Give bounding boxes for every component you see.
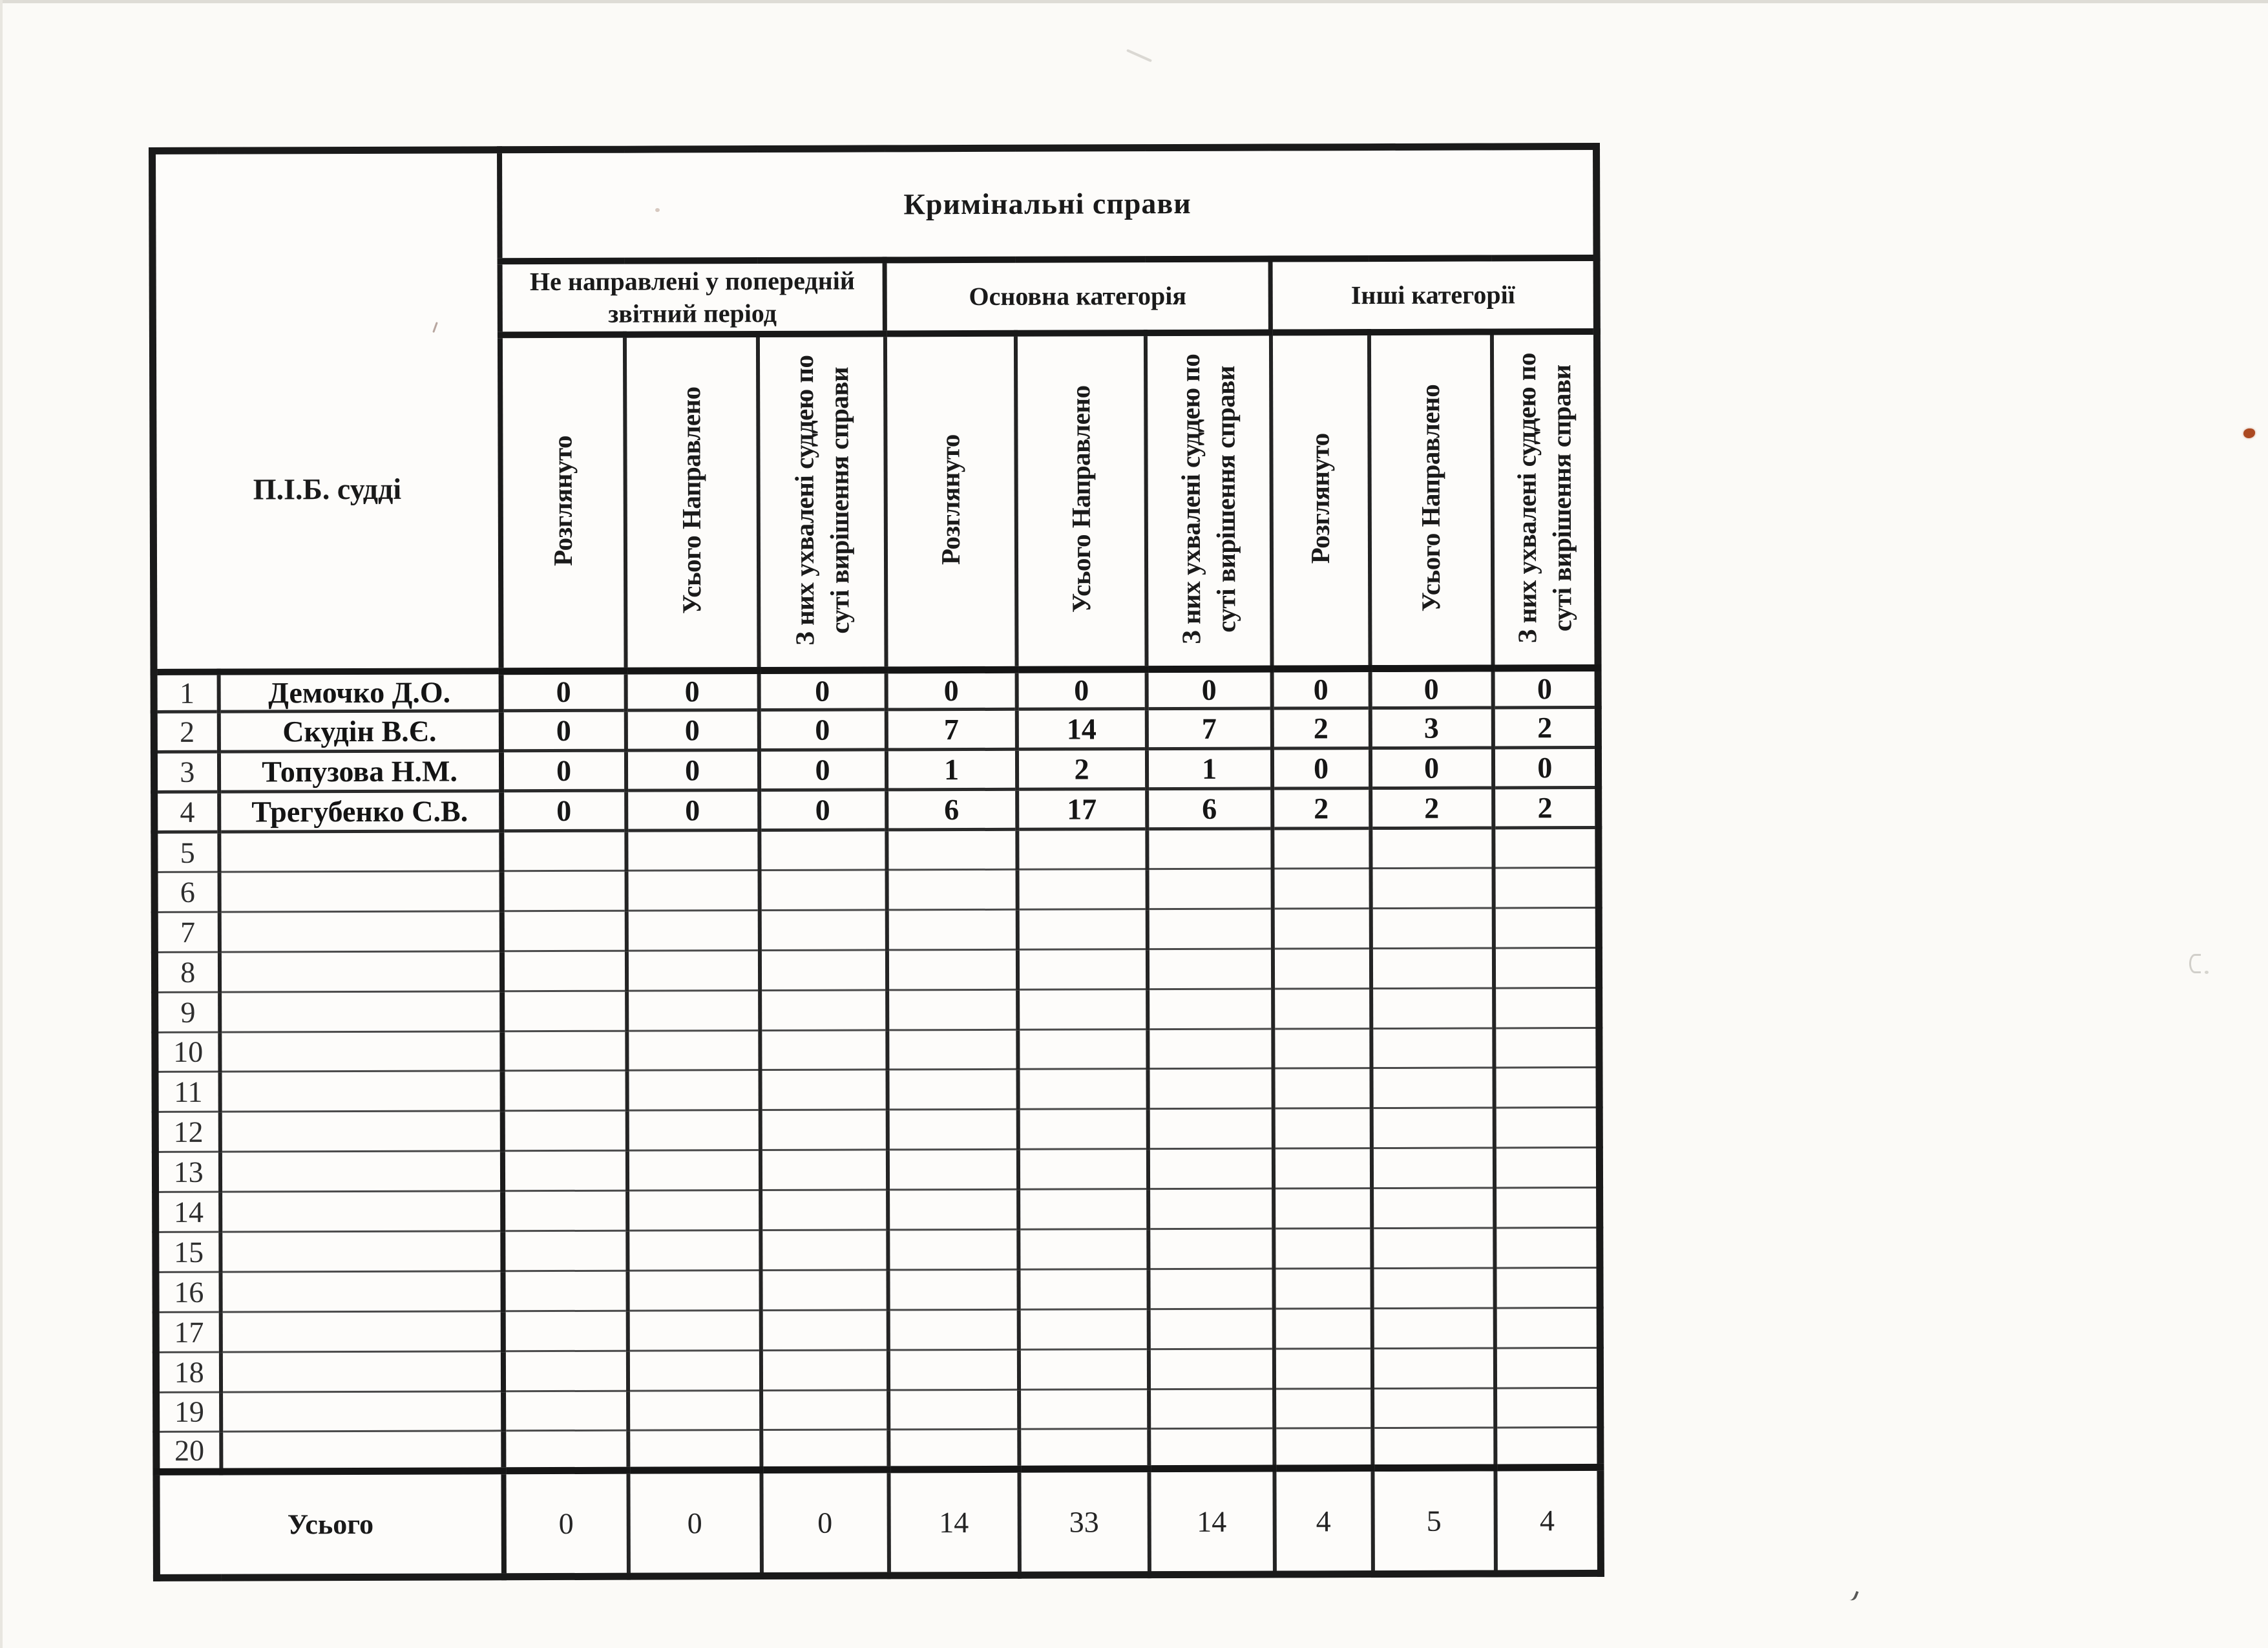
value-cell	[628, 1430, 761, 1471]
row-number: 19	[156, 1392, 221, 1432]
total-value: 0	[503, 1470, 629, 1577]
value-cell	[1017, 949, 1147, 989]
value-cell	[1372, 1268, 1495, 1308]
value-cell: 0	[501, 790, 626, 830]
value-cell: 0	[759, 710, 886, 750]
value-cell	[1017, 829, 1147, 870]
row-number: 1	[154, 672, 218, 712]
judge-name	[219, 911, 501, 952]
table-row	[156, 1428, 1601, 1472]
row-number: 11	[155, 1072, 220, 1112]
judge-name: Топузова Н.М.	[218, 751, 501, 792]
value-cell: 17	[1017, 789, 1147, 830]
value-cell	[1273, 1148, 1371, 1188]
value-cell	[1018, 1029, 1148, 1070]
value-cell	[1495, 1227, 1600, 1267]
value-cell: 2	[1272, 788, 1370, 829]
value-cell	[1274, 1188, 1372, 1229]
value-cell	[626, 950, 759, 991]
value-cell: 0	[1272, 748, 1370, 788]
pib-header: П.І.Б. судді	[152, 150, 501, 672]
row-number: 2	[154, 712, 218, 752]
value-cell	[888, 1430, 1019, 1470]
value-cell	[1493, 867, 1599, 907]
table-row	[155, 1068, 1599, 1112]
value-cell	[627, 1231, 761, 1271]
judge-name: Скудін В.Є.	[218, 711, 501, 752]
value-cell	[1273, 1108, 1371, 1148]
value-cell	[1018, 1149, 1148, 1190]
value-cell	[1018, 1309, 1148, 1349]
col-header-label: Усього Направлено	[1415, 384, 1446, 612]
value-cell: 0	[501, 711, 625, 751]
group-header-not-sent: Не направлені у попередній звітний період	[499, 260, 885, 335]
value-cell: 0	[625, 710, 759, 751]
value-cell	[1371, 1108, 1494, 1148]
value-cell	[501, 911, 626, 951]
judge-name	[220, 1351, 503, 1391]
judge-name	[219, 951, 501, 992]
table-row	[155, 1108, 1599, 1152]
col-header-decided-1	[757, 333, 886, 670]
value-cell: 0	[626, 790, 759, 831]
value-cell: 6	[1147, 788, 1272, 829]
value-cell: 0	[1146, 669, 1272, 709]
judge-name	[221, 1431, 503, 1472]
value-cell	[501, 871, 626, 911]
judge-name	[220, 1191, 503, 1232]
value-cell	[503, 1351, 627, 1391]
value-cell	[1495, 1188, 1600, 1228]
court-cases-table	[149, 143, 1604, 1581]
value-cell	[1494, 1068, 1599, 1108]
value-cell: 0	[886, 670, 1016, 710]
value-cell	[1372, 1348, 1495, 1388]
row-number: 9	[155, 992, 220, 1032]
value-cell	[1148, 1269, 1274, 1309]
value-cell	[887, 1110, 1018, 1150]
value-cell: 0	[1493, 748, 1598, 788]
table-row	[154, 748, 1598, 792]
value-cell: 2	[1272, 708, 1370, 748]
scan-artifact-comma	[1846, 1589, 1858, 1602]
row-number: 10	[155, 1032, 220, 1072]
value-cell	[1370, 828, 1493, 868]
value-cell	[1018, 1069, 1148, 1110]
value-cell: 14	[1016, 709, 1146, 750]
value-cell	[503, 1431, 628, 1471]
value-cell	[1148, 1068, 1273, 1108]
value-cell: 0	[759, 790, 887, 830]
row-number: 15	[156, 1232, 220, 1272]
value-cell	[887, 989, 1018, 1030]
value-cell	[1371, 1148, 1494, 1188]
value-cell	[503, 1271, 627, 1311]
row-number: 12	[155, 1112, 220, 1152]
value-cell	[888, 1349, 1018, 1390]
value-cell: 1	[886, 750, 1016, 790]
judge-name	[220, 1151, 502, 1192]
table-row	[154, 828, 1599, 872]
value-cell: 0	[625, 750, 759, 791]
scan-artifact-squiggle	[2189, 954, 2201, 973]
value-cell	[1018, 989, 1148, 1030]
value-cell: 2	[1493, 788, 1599, 828]
value-cell	[626, 870, 759, 911]
judge-name: Демочко Д.О.	[218, 671, 501, 712]
value-cell	[759, 870, 887, 911]
value-cell	[627, 1070, 760, 1111]
row-number: 3	[154, 752, 218, 792]
totals-label: Усього	[156, 1471, 504, 1578]
total-value: 5	[1372, 1468, 1496, 1574]
col-header-reviewed-2	[885, 333, 1016, 670]
value-cell	[887, 949, 1017, 990]
value-cell: 0	[1370, 748, 1493, 788]
value-cell	[1149, 1428, 1274, 1468]
table-row	[154, 867, 1599, 912]
value-cell: 2	[1016, 749, 1146, 790]
value-cell	[1372, 1228, 1495, 1268]
value-cell	[1371, 988, 1494, 1028]
value-cell	[1495, 1267, 1600, 1307]
value-cell	[1494, 1148, 1599, 1188]
value-cell	[1273, 1028, 1371, 1068]
value-cell	[888, 1189, 1018, 1230]
row-number: 7	[154, 912, 219, 952]
value-cell: 0	[501, 671, 625, 711]
value-cell	[888, 1269, 1018, 1310]
judge-name	[220, 1271, 503, 1312]
judge-name	[220, 1311, 503, 1352]
value-cell	[1019, 1429, 1149, 1470]
value-cell	[887, 1030, 1018, 1070]
value-cell	[1493, 947, 1599, 988]
table-row	[156, 1188, 1600, 1232]
value-cell	[1148, 1309, 1274, 1349]
value-cell	[761, 1230, 888, 1271]
value-cell	[1149, 1389, 1274, 1429]
value-cell	[1273, 1068, 1371, 1108]
row-number: 13	[155, 1152, 220, 1192]
table-row	[154, 788, 1599, 832]
col-header-label: Розглянуто	[935, 434, 966, 565]
table-header	[152, 146, 1599, 672]
value-cell	[761, 1270, 888, 1311]
value-cell	[887, 1149, 1018, 1190]
total-value: 14	[1149, 1468, 1275, 1575]
value-cell: 7	[1146, 708, 1272, 748]
value-cell	[1372, 1428, 1495, 1468]
value-cell	[501, 951, 626, 991]
row-number: 16	[156, 1272, 220, 1312]
scan-artifact-smudge	[1126, 49, 1152, 63]
table-row	[154, 708, 1598, 752]
value-cell	[1019, 1389, 1149, 1430]
table-footer	[156, 1468, 1601, 1578]
col-header-label: Усього Направлено	[1066, 385, 1097, 613]
value-cell	[1274, 1348, 1372, 1388]
value-cell	[1372, 1388, 1495, 1428]
table-row	[154, 907, 1599, 952]
value-cell	[1494, 1108, 1599, 1148]
value-cell	[887, 1070, 1018, 1110]
value-cell	[1274, 1428, 1372, 1468]
judge-name	[219, 831, 501, 872]
col-header-label: Розглянуто	[547, 435, 578, 567]
value-cell	[627, 1110, 760, 1151]
value-cell	[627, 1350, 761, 1391]
value-cell	[627, 1310, 761, 1351]
value-cell: 7	[886, 710, 1016, 750]
value-cell	[1148, 1108, 1273, 1148]
value-cell	[761, 1389, 888, 1430]
value-cell	[1274, 1229, 1372, 1269]
value-cell	[887, 869, 1017, 910]
value-cell: 0	[1493, 668, 1598, 708]
value-cell	[1147, 869, 1272, 909]
value-cell	[760, 990, 887, 1031]
table-row	[156, 1227, 1600, 1272]
value-cell	[760, 1030, 887, 1070]
value-cell	[503, 1391, 628, 1431]
value-cell	[1272, 829, 1370, 869]
row-number: 14	[156, 1192, 220, 1232]
value-cell: 6	[887, 789, 1017, 830]
value-cell	[887, 829, 1017, 870]
value-cell	[626, 910, 759, 951]
col-header-label: З них ухвалені суддею по суті вирішення справи	[788, 355, 855, 646]
value-cell	[1494, 1028, 1599, 1068]
value-cell	[760, 1150, 887, 1190]
col-header-decided-2	[1145, 332, 1272, 669]
value-cell	[1494, 988, 1599, 1028]
value-cell	[1017, 909, 1147, 949]
judge-name	[220, 991, 502, 1031]
value-cell	[1370, 948, 1493, 988]
table-wrapper	[149, 143, 1604, 1581]
value-cell: 0	[501, 750, 625, 790]
row-number: 8	[154, 952, 219, 992]
value-cell	[501, 830, 626, 871]
judge-name	[220, 1071, 502, 1112]
row-number: 5	[154, 832, 219, 872]
table-row	[156, 1388, 1601, 1432]
total-value: 4	[1274, 1468, 1373, 1574]
table-row	[156, 1267, 1600, 1312]
value-cell	[1370, 868, 1493, 908]
value-cell: 2	[1370, 788, 1493, 828]
col-header-label: З них ухвалені суддею по суті вирішення справи	[1511, 352, 1577, 644]
value-cell	[1272, 948, 1370, 988]
value-cell	[502, 1150, 627, 1190]
value-cell	[1273, 988, 1371, 1028]
value-cell: 0	[1016, 669, 1146, 710]
group-header-main-category: Основна категорія	[885, 259, 1270, 333]
value-cell	[1495, 1388, 1601, 1428]
row-number: 6	[154, 872, 219, 912]
value-cell	[1493, 828, 1599, 868]
value-cell	[502, 1110, 627, 1150]
col-header-reviewed-1	[499, 334, 625, 671]
judge-name	[219, 871, 501, 912]
value-cell	[761, 1310, 888, 1351]
table-row	[155, 988, 1599, 1032]
value-cell	[1148, 1188, 1274, 1229]
value-cell	[1371, 1028, 1494, 1068]
scan-artifact-speck	[2205, 971, 2209, 974]
value-cell	[1147, 829, 1272, 869]
value-cell	[1018, 1269, 1148, 1310]
value-cell	[1148, 1349, 1274, 1389]
row-number: 20	[156, 1432, 221, 1472]
value-cell	[502, 1031, 627, 1071]
group-header-other-categories: Інші категорії	[1270, 257, 1597, 332]
row-number: 18	[156, 1352, 220, 1392]
value-cell	[888, 1309, 1018, 1350]
value-cell	[1495, 1307, 1600, 1347]
value-cell	[502, 991, 627, 1031]
value-cell	[1493, 907, 1599, 947]
table-row	[156, 1347, 1600, 1392]
value-cell	[888, 1389, 1019, 1430]
value-cell	[627, 1150, 760, 1191]
value-cell	[759, 830, 887, 871]
value-cell	[627, 1190, 761, 1231]
value-cell: 0	[625, 670, 759, 711]
value-cell	[1147, 909, 1272, 949]
value-cell	[503, 1311, 627, 1351]
value-cell: 2	[1493, 708, 1598, 748]
col-header-total-sent-3	[1369, 332, 1493, 668]
col-header-total-sent-1	[624, 334, 759, 671]
value-cell	[761, 1190, 888, 1231]
value-cell	[759, 950, 887, 991]
criminal-cases-title: Кримінальні справи	[499, 146, 1597, 260]
value-cell	[627, 1270, 761, 1311]
value-cell	[1371, 1068, 1494, 1108]
value-cell	[1272, 869, 1370, 909]
scan-artifact-red-dot	[2243, 428, 2255, 438]
col-header-decided-3	[1491, 331, 1598, 668]
value-cell	[1147, 949, 1272, 989]
value-cell	[502, 1071, 627, 1111]
value-cell	[1148, 1229, 1274, 1269]
value-cell	[627, 1030, 760, 1071]
value-cell	[759, 910, 887, 951]
judge-name	[220, 1231, 503, 1272]
value-cell	[761, 1350, 888, 1391]
value-cell	[1017, 869, 1147, 910]
scan-edge-left	[0, 0, 3, 1648]
row-number: 17	[156, 1312, 220, 1352]
value-cell	[1372, 1188, 1495, 1228]
value-cell: 3	[1370, 708, 1493, 748]
table-row	[155, 1028, 1599, 1072]
value-cell	[1148, 989, 1273, 1029]
value-cell: 0	[759, 750, 886, 790]
table-row	[154, 947, 1599, 992]
value-cell	[887, 909, 1017, 950]
value-cell	[1272, 908, 1370, 948]
value-cell	[888, 1229, 1018, 1270]
value-cell	[761, 1430, 888, 1470]
col-header-label: З них ухвалені суддею по суті вирішення справи	[1175, 354, 1241, 644]
judge-name: Трегубенко С.В.	[219, 791, 501, 832]
value-cell	[1018, 1189, 1148, 1230]
value-cell	[1495, 1347, 1600, 1388]
total-value: 33	[1019, 1469, 1150, 1576]
table-row	[154, 668, 1598, 712]
row-number: 4	[154, 792, 219, 832]
table-body	[154, 668, 1601, 1472]
value-cell	[1274, 1308, 1372, 1348]
value-cell	[1018, 1109, 1148, 1150]
total-value: 14	[888, 1470, 1020, 1576]
value-cell: 0	[759, 670, 886, 710]
value-cell	[1018, 1229, 1148, 1270]
value-cell	[627, 990, 760, 1031]
total-value: 0	[761, 1470, 889, 1576]
total-value: 4	[1495, 1468, 1601, 1574]
value-cell	[1018, 1349, 1148, 1389]
value-cell: 0	[1370, 668, 1493, 708]
value-cell: 0	[1272, 668, 1370, 708]
col-header-reviewed-3	[1270, 332, 1370, 669]
total-value: 0	[628, 1470, 762, 1577]
col-header-label: Розглянуто	[1305, 433, 1336, 564]
value-cell	[1274, 1268, 1372, 1308]
value-cell	[503, 1231, 627, 1271]
judge-name	[220, 1111, 502, 1152]
value-cell	[503, 1190, 627, 1231]
value-cell	[760, 1110, 887, 1150]
value-cell: 1	[1146, 748, 1272, 788]
value-cell	[760, 1070, 887, 1110]
value-cell	[1372, 1308, 1495, 1348]
table-row	[155, 1148, 1599, 1192]
col-header-label: Усього Направлено	[676, 386, 707, 615]
judge-name	[221, 1391, 503, 1431]
scan-edge-top	[0, 0, 2268, 3]
value-cell	[626, 830, 759, 871]
col-header-total-sent-2	[1015, 333, 1146, 670]
value-cell	[1274, 1388, 1372, 1428]
judge-name	[220, 1031, 502, 1072]
value-cell	[1148, 1029, 1273, 1069]
value-cell	[1370, 908, 1493, 948]
value-cell	[1148, 1148, 1273, 1188]
value-cell	[1495, 1428, 1601, 1468]
value-cell	[628, 1390, 761, 1431]
table-row	[156, 1307, 1600, 1352]
